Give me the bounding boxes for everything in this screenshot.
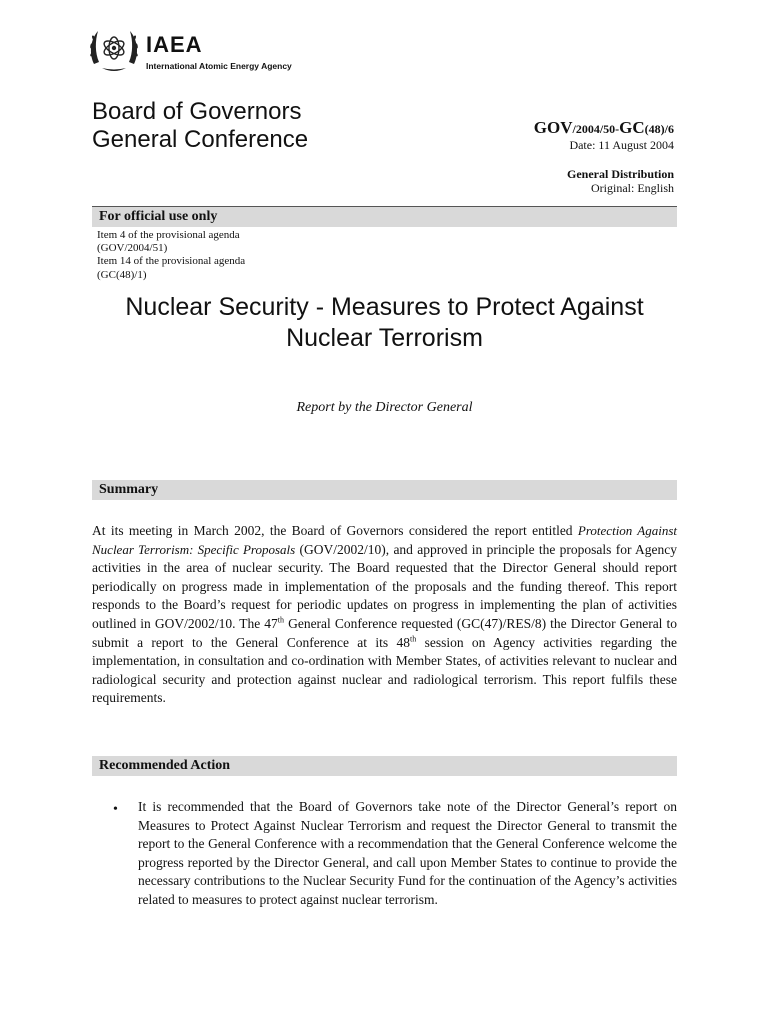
general-conference-label: General Conference [92, 126, 309, 153]
agenda-ref-board: (GOV/2004/51) [97, 242, 168, 255]
title-line-1: Nuclear Security - Measures to Protect Against [125, 293, 644, 321]
distribution-info [567, 167, 674, 195]
document-reference [534, 118, 674, 152]
recommended-action-text: It is recommended that the Board of Governors take note of the Director General’s report on Measures to Protect Against Nuclear Terrorism and request the Director General to transmit the report to the General Conference with a recommendation that the General Conference welcome the progress reported by the Director General, and call upon Member States to continue to provide the necessary contributions to the Nuclear Security Fund for the continuation of the Agency’s activities related to measures to protect against nuclear terrorism. [138, 799, 677, 907]
original-language: Original: English [591, 181, 674, 195]
agenda-item-conference: Item 14 of the provisional agenda [97, 255, 246, 268]
distribution-type: General Distribution [567, 167, 674, 181]
agency-name: International Atomic Energy Agency [146, 61, 292, 71]
title-line-2: Nuclear Terrorism [286, 324, 483, 352]
report-author: Report by the Director General [296, 400, 473, 415]
summary-paragraph: At its meeting in March 2002, the Board of Governors considered the report entitled Protection Against Nuclear Terrorism: Specific Proposals (GOV/2002/10), and approved in principle the proposals for Agency activities in the area of nuclear security. The Board requested that the Director General should report periodically on progress made in implementation of the proposals and the funding thereof. This report responds to the Board’s request for periodic updates on progress in implementing the plan of activities outlined in GOV/2002/10. The 47th General Conference requested (GC(47)/RES/8) the Director General to submit a report to the General Conference at its 48th session on Agency activities regarding the implementation, in consultation and co-ordination with Member States, of activities relevant to nuclear and radiological security and protection against nuclear and radiological terrorism. This report fulfils these requirements. [92, 523, 677, 706]
iaea-emblem-icon [86, 24, 142, 76]
iaea-logo [86, 24, 326, 76]
agenda-items [97, 229, 245, 282]
bullet-icon: • [113, 802, 118, 817]
governing-bodies [92, 98, 308, 154]
document-symbol: GOV/2004/50-GC(48)/6 [533, 118, 674, 137]
official-use-bar [92, 206, 677, 227]
document-title [92, 292, 677, 354]
document-date: Date: 11 August 2004 [569, 138, 674, 152]
summary-heading: Summary [99, 482, 159, 497]
logo-wordmark: IAEA [146, 32, 203, 57]
official-use-label: For official use only [99, 209, 218, 224]
cited-report-title: Protection Against Nuclear Terrorism: Specific Proposals [92, 523, 677, 557]
recommended-action-heading: Recommended Action [99, 758, 231, 773]
board-of-governors-label: Board of Governors [92, 98, 302, 125]
recommended-action-heading-bar [92, 756, 677, 776]
summary-heading-bar [92, 480, 677, 500]
agenda-item-board: Item 4 of the provisional agenda [97, 229, 240, 241]
agenda-ref-conference: (GC(48)/1) [97, 268, 147, 281]
